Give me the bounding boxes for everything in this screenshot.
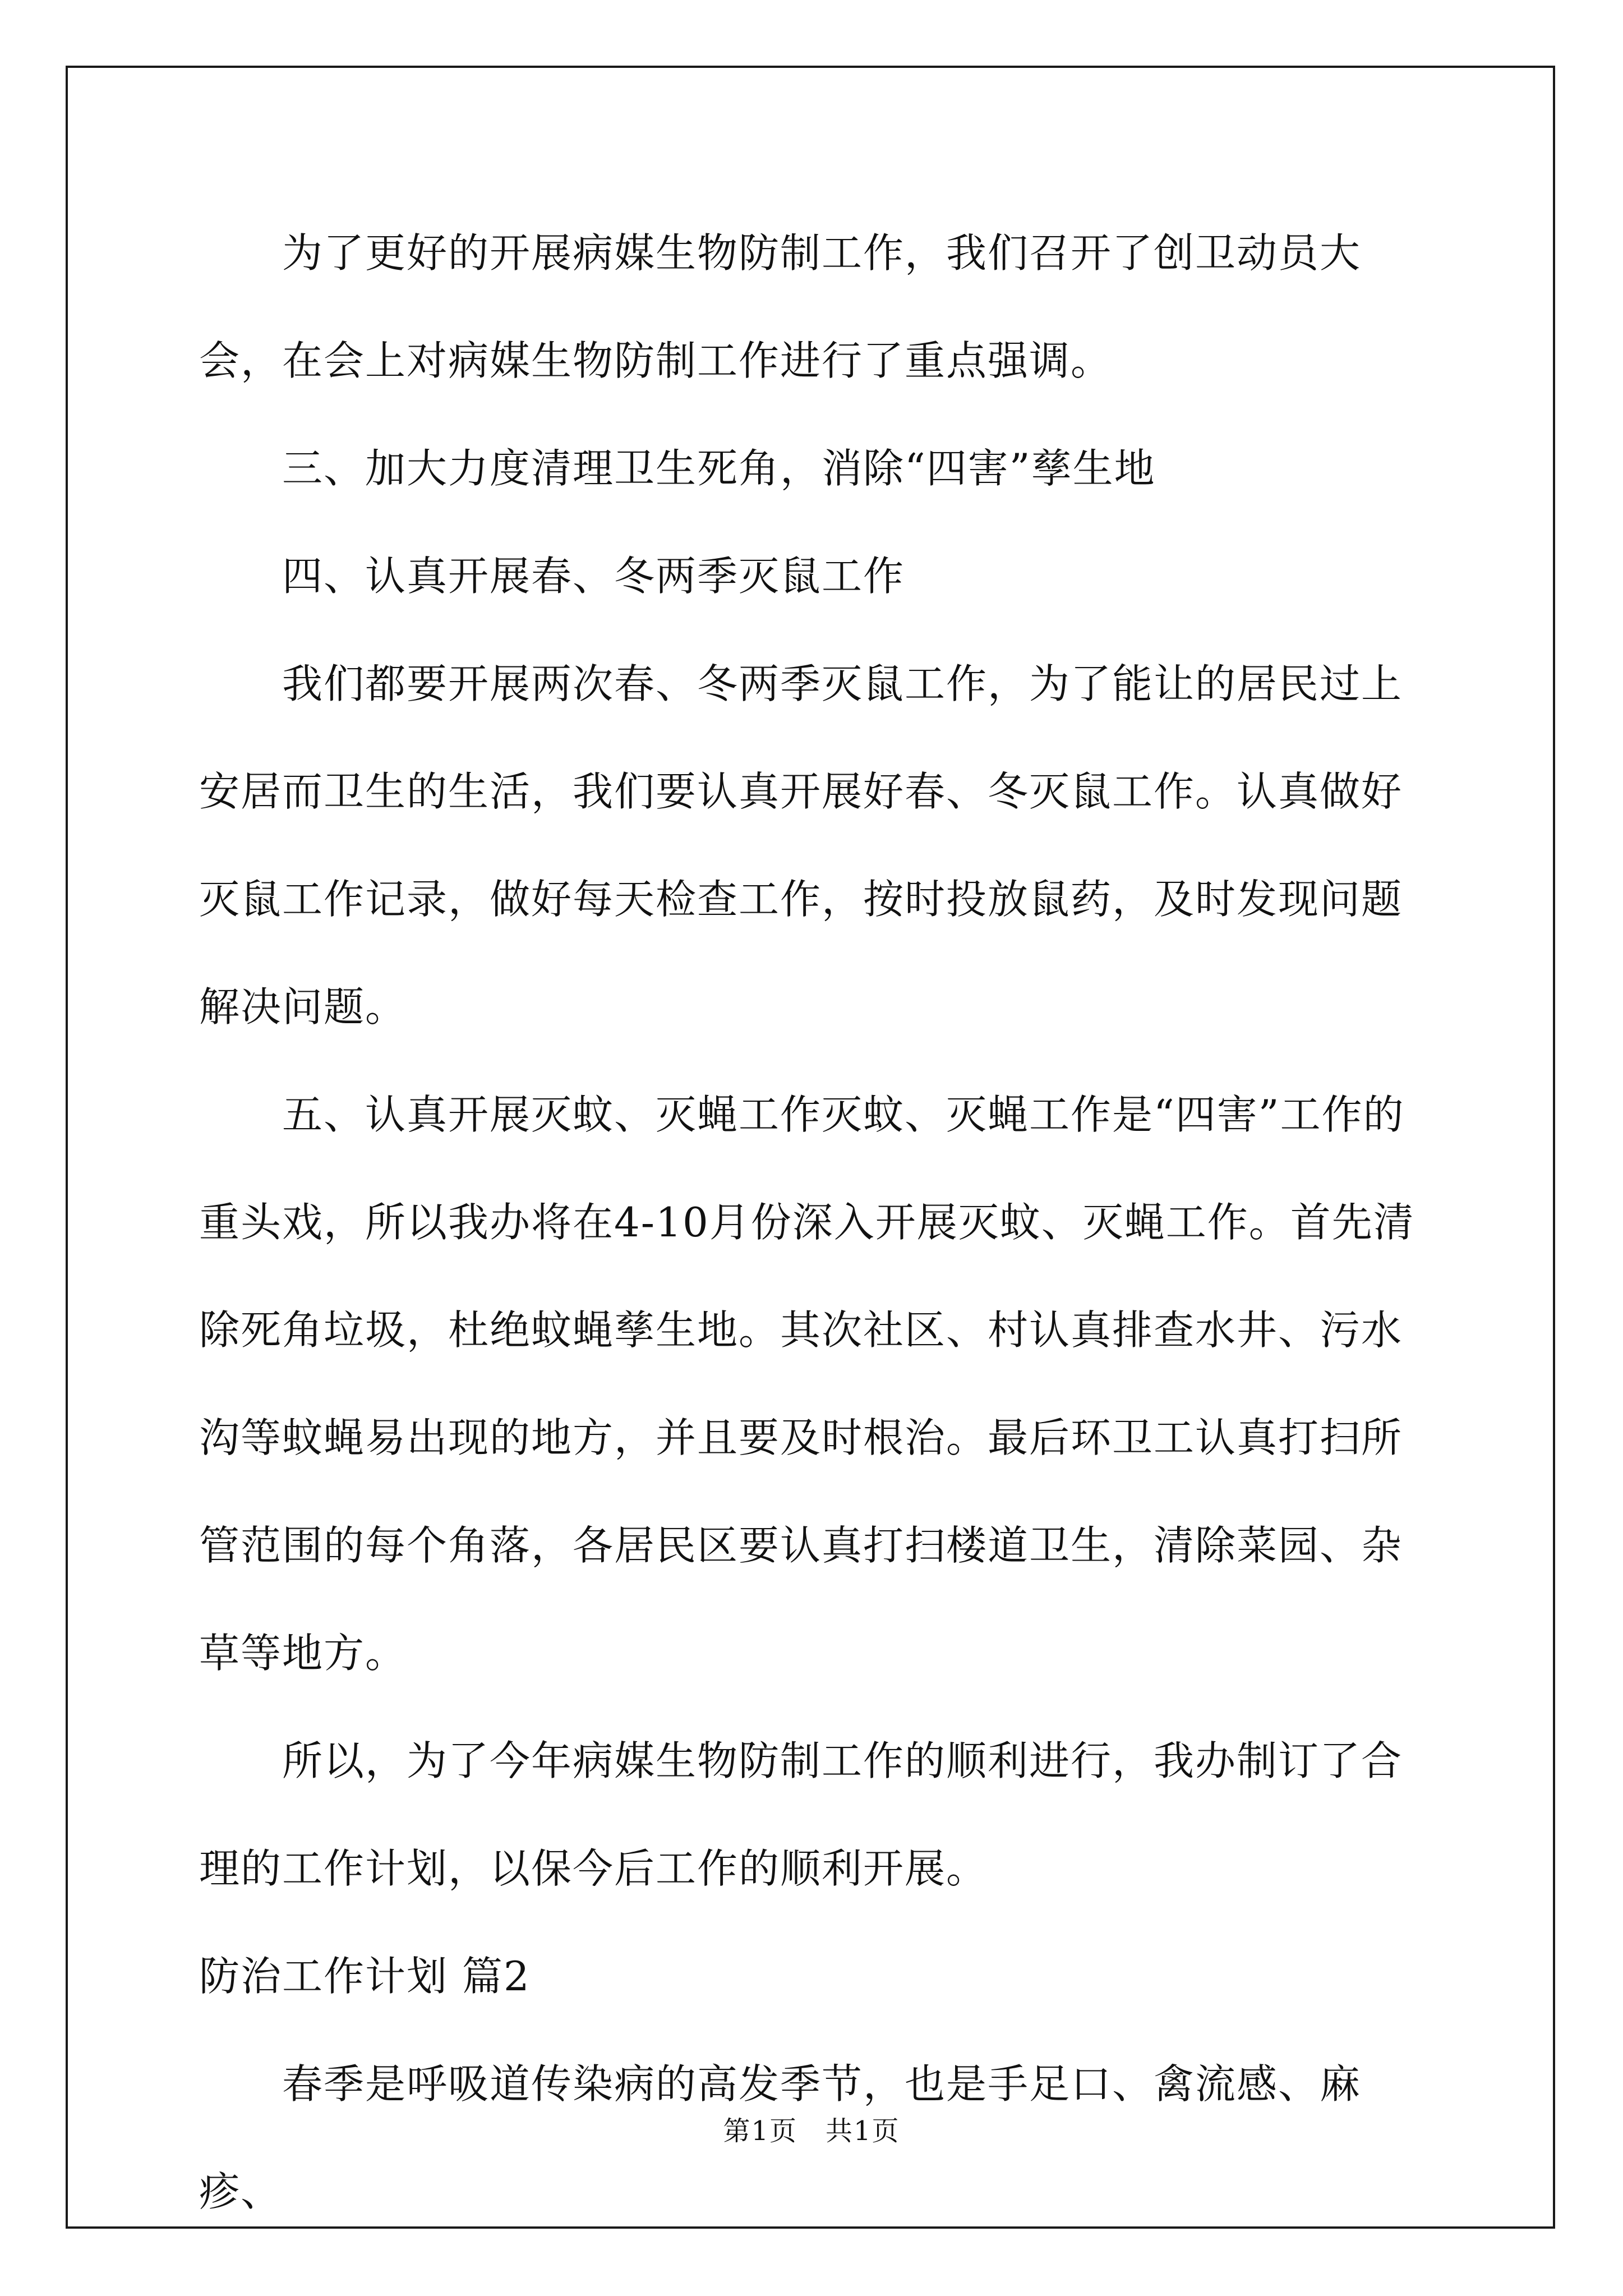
paragraph-conclusion: 所以，为了今年病媒生物防制工作的顺利进行，我办制订了合理的工作计划，以保今后工作的顺利开展。 bbox=[199, 1737, 1403, 1892]
page-footer: 第1页 共1页 bbox=[723, 2115, 900, 2147]
paragraph-mosquito-fly-control: 五、认真开展灭蚊、灭蝇工作灭蚊、灭蝇工作是“四害”工作的重头戏，所以我办将在4-10月份深入开展灭蚊、灭蝇工作。首先清除死角垃圾，杜绝蚊蝇孳生地。其次社区、村认真排查水井、污水沟等蚊蝇易出现的地方，并且要及时根治。最后环卫工认真打扫所管范围的每个角落，各居民区要认真打扫楼道卫生，清除菜园、杂草等地方。 bbox=[199, 1091, 1415, 1677]
paragraph-meeting: 为了更好的开展病媒生物防制工作，我们召开了创卫动员大会，在会上对病媒生物防制工作进行了重点强调。 bbox=[199, 229, 1362, 384]
section-heading-four: 四、认真开展春、冬两季灭鼠工作 bbox=[282, 553, 905, 600]
plan-title-part2: 防治工作计划 篇2 bbox=[199, 1953, 531, 2000]
document-body bbox=[199, 199, 1427, 2246]
section-heading-three: 三、加大力度清理卫生死角，消除“四害”孳生地 bbox=[282, 445, 1156, 492]
paragraph-rodent-control: 我们都要开展两次春、冬两季灭鼠工作，为了能让的居民过上安居而卫生的生活，我们要认真开展好春、冬灭鼠工作。认真做好灭鼠工作记录，做好每天检查工作，按时投放鼠药，及时发现问题解决问题。 bbox=[199, 660, 1403, 1030]
paragraph-spring-season: 春季是呼吸道传染病的高发季节，也是手足口、禽流感、麻疹、 bbox=[199, 2060, 1362, 2215]
